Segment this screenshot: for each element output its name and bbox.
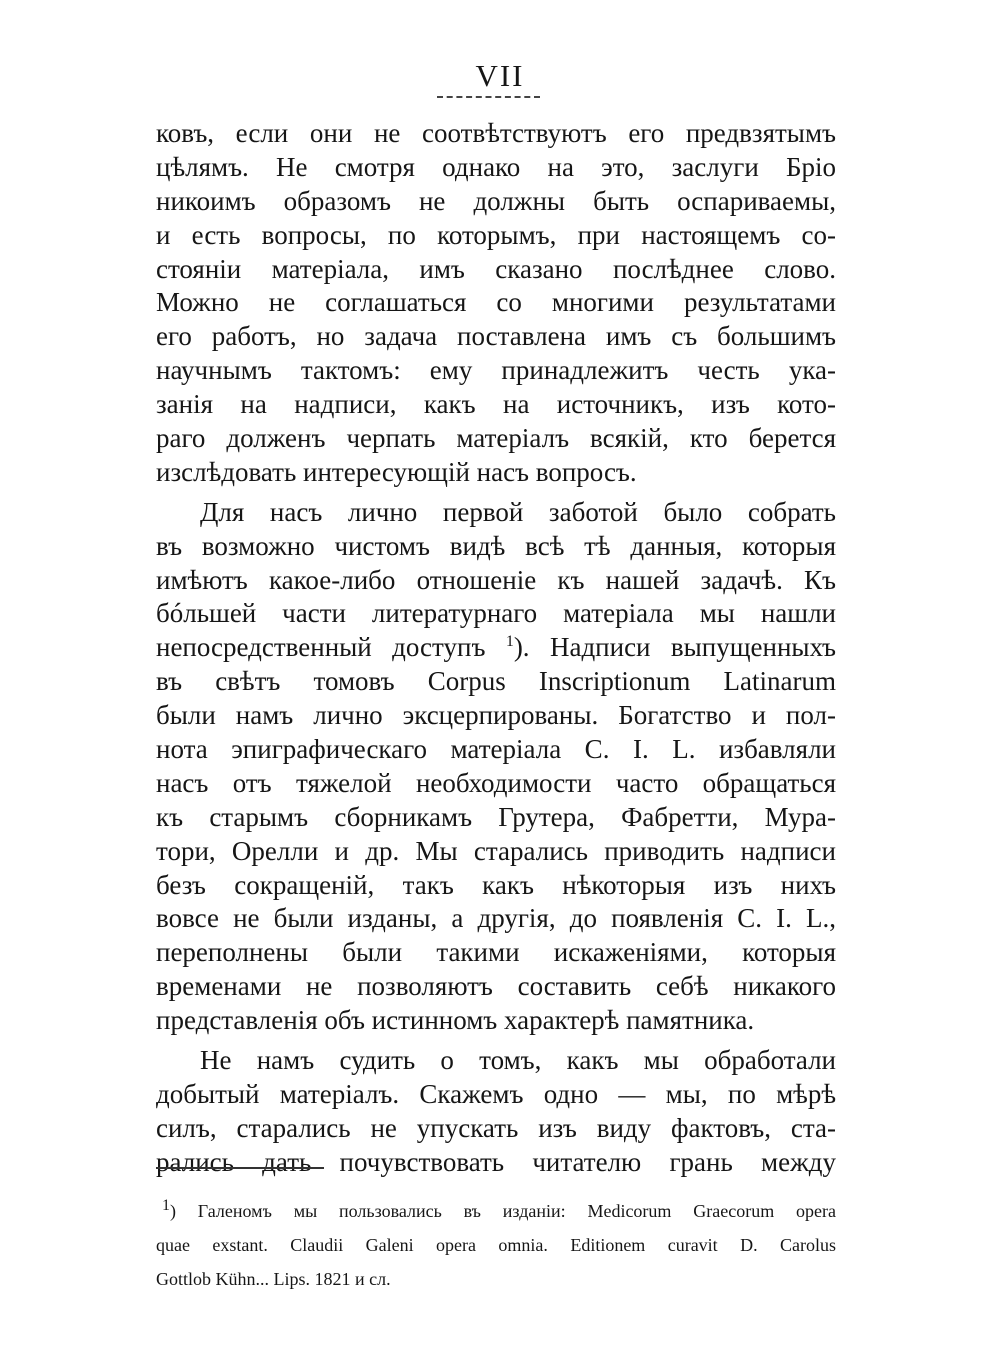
text-line: ковъ, если они не соотвѣтствуютъ его предвзятымъ <box>156 118 836 148</box>
text-line: стояніи матеріала, имъ сказано послѣднее слово. <box>156 253 836 284</box>
text-line: занія на надписи, какъ на источникъ, изъ кото- <box>156 389 836 420</box>
body-text <box>156 117 836 1180</box>
text-line: его работъ, но задача поставлена имъ съ большимъ <box>156 321 836 352</box>
footnote-line <box>156 1194 836 1228</box>
paragraph-3 <box>156 1044 836 1180</box>
text-line: Не намъ судить о томъ, какъ мы обработали <box>200 1045 836 1076</box>
text-line: въ возможно чистомъ видѣ всѣ тѣ данныя, которыя <box>156 530 836 561</box>
text-fragment: ). Надписи выпущенныхъ <box>513 632 836 663</box>
page-number: VII <box>475 58 525 93</box>
text-line: Для насъ лично первой заботой было собрать <box>200 496 836 527</box>
text-line-with-footnote <box>156 631 836 665</box>
footnote-reference[interactable]: 1 <box>505 633 514 651</box>
footnote-line: quae exstant. Claudii Galeni opera omnia. Editionem curavit D. Carolus <box>156 1235 836 1255</box>
page-number-rule <box>437 96 540 98</box>
text-line: переполнены были такими искаженіями, которыя <box>156 937 836 968</box>
text-fragment: непосредственный доступъ <box>156 632 486 663</box>
text-line: временами не позволяютъ составить себѣ никакого <box>156 971 836 1002</box>
text-line: тори, Орелли и др. Мы старались приводить надписи <box>156 835 836 866</box>
text-line: изслѣдовать интересующій насъ вопросъ. <box>156 456 637 487</box>
text-line: въ свѣтъ томовъ Corpus Inscriptionum Latinarum <box>156 666 836 697</box>
footnote-line: Gottlob Kühn... Lips. 1821 и сл. <box>156 1269 391 1289</box>
text-line: добытый матеріалъ. Скажемъ одно — мы, по мѣрѣ <box>156 1078 836 1109</box>
paragraph-1 <box>156 117 836 490</box>
footnote <box>156 1194 836 1296</box>
paragraph-2 <box>156 496 836 1038</box>
text-line: никоимъ образомъ не должны быть оспариваемы, <box>156 185 836 216</box>
text-line: нота эпиграфическаго матеріала C. I. L. избавляли <box>156 734 836 765</box>
text-line: Можно не соглашаться со многими результатами <box>156 287 836 318</box>
text-line: были намъ лично эксцерпированы. Богатство и пол- <box>156 700 836 731</box>
text-line: цѣлямъ. Не смотря однако на это, заслуги Бріо <box>156 151 836 182</box>
text-line: безъ сокращеній, такъ какъ нѣкоторыя изъ нихъ <box>156 869 836 900</box>
text-line: бóльшей части литературнаго матеріала мы нашли <box>156 598 836 629</box>
text-fragment: ) Галеномъ мы пользовались въ изданіи: Medicorum Graecorum opera <box>170 1201 836 1221</box>
footnote-rule <box>156 1167 324 1169</box>
text-line: имѣютъ какое-либо отношеніе къ нашей задачѣ. Къ <box>156 564 836 595</box>
text-line: раго долженъ черпать матеріалъ всякій, кто берется <box>156 423 836 454</box>
text-line: вовсе не были изданы, а другія, до появленія C. I. L., <box>156 903 836 934</box>
text-line: представленія объ истинномъ характерѣ памятника. <box>156 1005 755 1036</box>
footnote-marker: 1 <box>162 1197 170 1214</box>
text-line: рались дать почувствовать читателю грань между <box>156 1146 836 1177</box>
text-line: насъ отъ тяжелой необходимости часто обращаться <box>156 767 836 798</box>
text-line: и есть вопросы, по которымъ, при настоящемъ со- <box>156 219 836 250</box>
text-line: къ старымъ сборникамъ Грутера, Фабретти, Мура- <box>156 801 836 832</box>
text-line: силъ, старались не упускать изъ виду фактовъ, ста- <box>156 1112 836 1143</box>
text-line: научнымъ тактомъ: ему принадлежитъ честь ука- <box>156 355 836 386</box>
